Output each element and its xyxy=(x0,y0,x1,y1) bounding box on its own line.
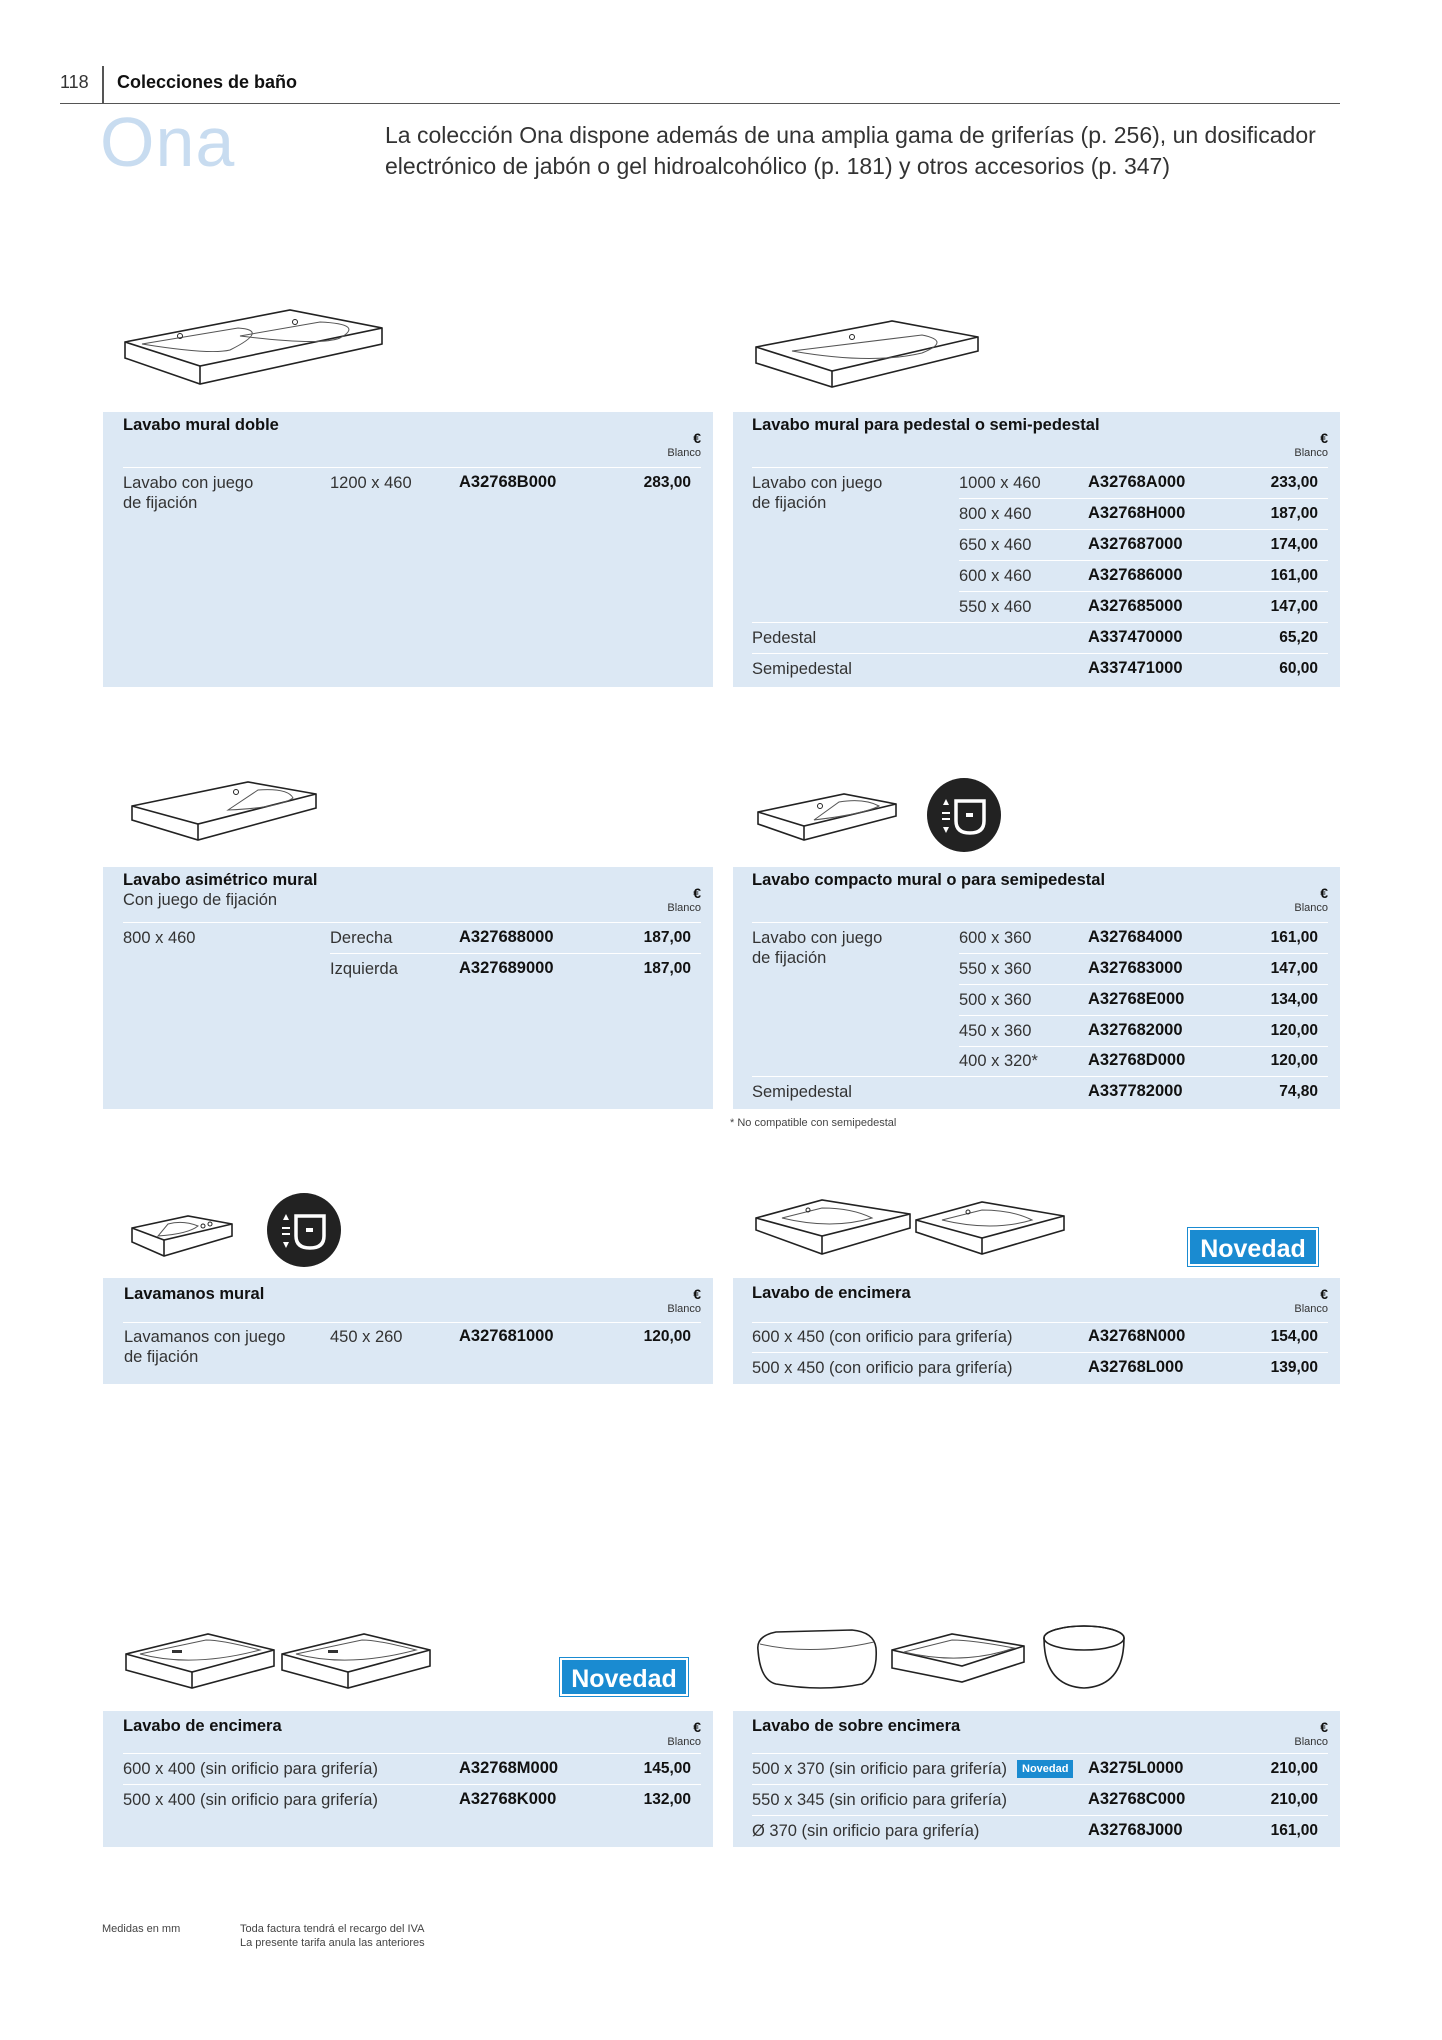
countertop-basin-no-hole-image xyxy=(122,1630,434,1692)
price-cell: 233,00 xyxy=(1270,474,1318,491)
currency-header: € Blanco xyxy=(667,430,701,459)
variant-label: Ø 370 (sin orificio para grifería) xyxy=(752,1822,980,1840)
price-cell: 161,00 xyxy=(1270,1822,1318,1839)
product-code: A327684000 xyxy=(1088,928,1183,946)
product-panel-lavabo-encimera xyxy=(733,1278,1340,1384)
page-header xyxy=(60,66,1340,104)
row-divider xyxy=(123,1753,701,1754)
product-title: Lavabo mural para pedestal o semi-pedestal xyxy=(752,416,1100,434)
row-divider xyxy=(959,560,1328,561)
price-cell: 187,00 xyxy=(1270,505,1318,522)
size-cell: 450 x 360 xyxy=(959,1022,1032,1040)
price-cell: 210,00 xyxy=(1270,1760,1318,1777)
price-cell: 210,00 xyxy=(1270,1791,1318,1808)
product-code: A327685000 xyxy=(1088,597,1183,615)
price-cell: 187,00 xyxy=(643,929,691,946)
product-code: A337470000 xyxy=(1088,628,1183,646)
product-panel-lavabo-mural-doble xyxy=(103,412,713,687)
product-code: A32768C000 xyxy=(1088,1790,1186,1808)
row-divider xyxy=(752,467,1328,468)
price-cell: 147,00 xyxy=(1270,598,1318,615)
row-divider xyxy=(752,1352,1328,1353)
product-code: A32768A000 xyxy=(1088,473,1186,491)
price-cell: 60,00 xyxy=(1279,660,1318,677)
product-title: Lavabo de encimera xyxy=(123,1717,282,1735)
variant-label: 500 x 450 (con orificio para grifería) xyxy=(752,1359,1013,1377)
row-divider xyxy=(752,1753,1328,1754)
price-cell: 283,00 xyxy=(643,474,691,491)
row-divider xyxy=(959,529,1328,530)
compact-size-icon xyxy=(926,777,1002,853)
size-cell: 600 x 460 xyxy=(959,567,1032,585)
variant-label: 500 x 370 (sin orificio para grifería) xyxy=(752,1760,1007,1778)
product-code: A3275L0000 xyxy=(1088,1759,1184,1777)
price-cell: 174,00 xyxy=(1270,536,1318,553)
size-cell: 450 x 260 xyxy=(330,1328,403,1346)
product-code: A327682000 xyxy=(1088,1021,1183,1039)
product-code: A327688000 xyxy=(459,928,554,946)
tax-note: Toda factura tendrá el recargo del IVA xyxy=(240,1923,425,1935)
side-cell: Izquierda xyxy=(330,960,398,978)
product-code: A32768N000 xyxy=(1088,1327,1186,1345)
product-panel-lavabo-compacto xyxy=(733,867,1340,1109)
tariff-note: La presente tarifa anula las anteriores xyxy=(240,1937,425,1949)
currency-header: € Blanco xyxy=(1294,430,1328,459)
product-title: Lavabo de encimera xyxy=(752,1284,911,1302)
price-cell: 65,20 xyxy=(1279,629,1318,646)
product-panel-lavamanos xyxy=(103,1278,713,1384)
product-title: Lavabo compacto mural o para semipedestal xyxy=(752,871,1106,889)
currency-header: € Blanco xyxy=(667,1286,701,1315)
row-divider xyxy=(752,622,1328,623)
price-cell: 161,00 xyxy=(1270,567,1318,584)
product-subtitle: Con juego de fijación xyxy=(123,891,278,909)
size-cell: 650 x 460 xyxy=(959,536,1032,554)
countertop-basin-image xyxy=(752,1196,1068,1260)
price-cell: 134,00 xyxy=(1270,991,1318,1008)
size-cell: 800 x 460 xyxy=(123,929,196,947)
product-title: Lavabo asimétrico mural xyxy=(123,871,318,889)
units-note: Medidas en mm xyxy=(102,1923,181,1935)
price-cell: 139,00 xyxy=(1270,1359,1318,1376)
price-cell: 145,00 xyxy=(643,1760,691,1777)
price-cell: 132,00 xyxy=(643,1791,691,1808)
price-cell: 161,00 xyxy=(1270,929,1318,946)
row-divider xyxy=(959,498,1328,499)
variant-label: 550 x 345 (sin orificio para grifería) xyxy=(752,1791,1007,1809)
size-cell: 1000 x 460 xyxy=(959,474,1041,492)
size-cell: 800 x 460 xyxy=(959,505,1032,523)
product-code: A337471000 xyxy=(1088,659,1183,677)
variant-label: 600 x 400 (sin orificio para grifería) xyxy=(123,1760,378,1778)
row-divider xyxy=(959,953,1328,954)
product-title: Lavamanos mural xyxy=(124,1285,265,1303)
variant-label: 500 x 400 (sin orificio para grifería) xyxy=(123,1791,378,1809)
size-cell: 500 x 360 xyxy=(959,991,1032,1009)
product-title: Lavabo de sobre encimera xyxy=(752,1717,961,1735)
product-code: A32768B000 xyxy=(459,473,557,491)
product-panel-lavabo-sobre-encimera xyxy=(733,1711,1340,1847)
section-title: Colecciones de baño xyxy=(117,72,298,92)
product-description: Lavamanos con juego de fijación xyxy=(124,1328,286,1366)
currency-header: € Blanco xyxy=(1294,1719,1328,1748)
product-code: A327681000 xyxy=(459,1327,554,1345)
row-divider xyxy=(330,953,701,954)
accessory-label: Semipedestal xyxy=(752,1083,852,1101)
novedad-badge: Novedad xyxy=(1188,1228,1318,1266)
product-title: Lavabo mural doble xyxy=(123,416,279,434)
size-cell: 550 x 360 xyxy=(959,960,1032,978)
accessory-label: Pedestal xyxy=(752,629,817,647)
row-divider xyxy=(752,1076,1328,1077)
price-cell: 187,00 xyxy=(643,960,691,977)
double-basin-image xyxy=(120,300,390,395)
collection-title: Ona xyxy=(100,103,236,181)
price-cell: 154,00 xyxy=(1270,1328,1318,1345)
page-number: 118 xyxy=(60,72,89,92)
product-code: A337782000 xyxy=(1088,1082,1183,1100)
hand-basin-image xyxy=(128,1212,236,1262)
compatibility-note: * No compatible con semipedestal xyxy=(730,1117,897,1129)
row-divider xyxy=(959,1015,1328,1016)
product-code: A32768H000 xyxy=(1088,504,1186,522)
hand-basin-size-icon xyxy=(266,1192,342,1268)
size-cell: 1200 x 460 xyxy=(330,474,412,492)
header-divider xyxy=(102,66,104,104)
product-code: A32768M000 xyxy=(459,1759,559,1777)
product-code: A32768D000 xyxy=(1088,1051,1186,1069)
novedad-small-badge: Novedad xyxy=(1017,1760,1073,1778)
currency-header: € Blanco xyxy=(667,885,701,914)
row-divider xyxy=(123,1322,701,1323)
price-cell: 120,00 xyxy=(1270,1022,1318,1039)
product-code: A32768J000 xyxy=(1088,1821,1183,1839)
currency-header: € Blanco xyxy=(1294,1286,1328,1315)
row-divider xyxy=(752,653,1328,654)
product-code: A327689000 xyxy=(459,959,554,977)
size-cell: 600 x 360 xyxy=(959,929,1032,947)
novedad-badge: Novedad xyxy=(560,1658,688,1696)
size-cell: 550 x 460 xyxy=(959,598,1032,616)
product-code: A32768K000 xyxy=(459,1790,557,1808)
pedestal-basin-image xyxy=(752,315,982,395)
currency-header: € Blanco xyxy=(667,1719,701,1748)
asymmetric-basin-image xyxy=(128,778,320,848)
product-description: Lavabo con juego de fijación xyxy=(123,474,254,512)
intro-text: La colección Ona dispone además de una amplia gama de griferías (p. 256), un dosificador electrónico de jabón o gel hidroalcohólico (p. 181) y otros accesorios (p. 347) xyxy=(385,122,1316,179)
price-cell: 147,00 xyxy=(1270,960,1318,977)
price-cell: 120,00 xyxy=(1270,1052,1318,1069)
product-description: Lavabo con juego de fijación xyxy=(752,929,883,967)
row-divider xyxy=(959,984,1328,985)
product-description: Lavabo con juego de fijación xyxy=(752,474,883,512)
product-code: A327683000 xyxy=(1088,959,1183,977)
row-divider xyxy=(752,1784,1328,1785)
variant-label: 600 x 450 (con orificio para grifería) xyxy=(752,1328,1013,1346)
product-panel-lavabo-encimera-sin-orificio xyxy=(103,1711,713,1847)
row-divider xyxy=(123,922,701,923)
accessory-label: Semipedestal xyxy=(752,660,852,678)
compact-basin-image xyxy=(754,790,900,846)
vessel-basins-image xyxy=(752,1622,1128,1694)
product-code: A327687000 xyxy=(1088,535,1183,553)
row-divider xyxy=(752,1322,1328,1323)
row-divider xyxy=(752,922,1328,923)
row-divider xyxy=(752,1815,1328,1816)
product-code: A32768E000 xyxy=(1088,990,1185,1008)
product-code: A32768L000 xyxy=(1088,1358,1184,1376)
product-panel-lavabo-asimetrico xyxy=(103,867,713,1109)
row-divider xyxy=(123,467,701,468)
row-divider xyxy=(959,591,1328,592)
product-code: A327686000 xyxy=(1088,566,1183,584)
price-cell: 74,80 xyxy=(1279,1083,1318,1100)
side-cell: Derecha xyxy=(330,929,393,947)
product-panel-lavabo-pedestal xyxy=(733,412,1340,687)
size-cell: 400 x 320* xyxy=(959,1052,1038,1070)
currency-header: € Blanco xyxy=(1294,885,1328,914)
row-divider xyxy=(123,1784,701,1785)
price-cell: 120,00 xyxy=(643,1328,691,1345)
row-divider xyxy=(959,1046,1328,1047)
